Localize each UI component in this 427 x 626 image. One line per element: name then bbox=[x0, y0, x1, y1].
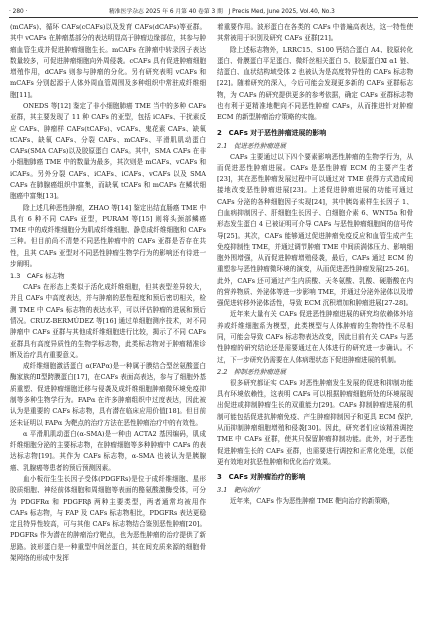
paragraph: CAFs 在形态上类似于活化成纤维细胞，但其表型差异较大，并且 CAFs 中高度表达，并与肿瘤的恶性程度和预后密切相关，检测 TME 中 CAFs 标志物的表达水平，可以评估肿瘤的进展和预后情况。CRUZ-BERMÚDEZ 等[16] 通过单细胞测序技术，对不同肿瘤中 CAFs 亚群与其他成纤维细胞进行比较，揭示了不同 CAFs 亚群具有高度异质性的生物学标志物，此类标志物对于肿瘤精准诊断及治疗具有重要意义。 bbox=[10, 283, 206, 359]
paragraph: 成纤维细胞激活蛋白 α(FAPα)是一种属于膜结合型丝氨酸蛋白酶家族的Ⅱ型跨膜蛋白[17]，在CAFs 表面高表达，参与了细胞外基质重塑、促进肿瘤细胞迁移与侵袭及成纤维细胞肿瘤微环境免疫抑制等多种生物学行为。FAPα 在许多肿瘤组织中过度表达，因此被认为是重要的 CAFs 标志物，具有潜在临床应用价值[18]。但目前还未证明以 FAPα 为靶点的治疗方法在恶性肿瘤治疗中的有效性。 bbox=[10, 362, 206, 427]
paragraph: 很多研究都证实 CAFs 对恶性肿瘤发生发展的促进和抑制功能具有环境依赖性，这表明 CAFs 可以根据肿瘤细胞所处的环境展现出促进或抑制肿瘤生长的双重能力[29]。CAFs 抑制肿瘤进展的机制可能包括促进抗肿瘤免疫、产生肿瘤抑制因子和更具 ECM 保护,从而抑制肿瘤细胞增殖和侵袭[30]。因此，研究者们应该精准调控 TME 中 CAFs 亚群，使其只保留肿瘤抑制功能。此外，对于恶性促进肿瘤生长的 CAFs 亚群，也需要进行调控和正常化处理，以便更有效地对抗恶性肿瘤和优化治疗效果。 bbox=[217, 378, 413, 466]
subsection-heading: 2.1 促进恶性肿瘤进展 bbox=[217, 141, 286, 150]
paragraph: 近年来大量有关 CAFs 促进恶性肿瘤进展的研究均依赖体外培养或纤维细胞系为模型，此类模型与人体肿瘤的生物特性不尽相同，可能会导致 CAFs 标志物表达改变，因此目前有关 CAFs 与恶性肿瘤的研究结论还是需要通过在人体进行的研究进一步确认。不过，下一步研究仍需要在人体病理状态下促进肿瘤进展的机制。 bbox=[217, 310, 413, 364]
section-heading: 2 CAFs 对于恶性肿瘤进展的影响 bbox=[217, 128, 327, 137]
section-heading: 3 CAFs 对肿瘤治疗的影响 bbox=[217, 473, 306, 482]
subsection-heading: 1.3 CAFs 标志物 bbox=[10, 272, 65, 281]
paragraph: 除上述标志物外，LRRC15、S100 钙结合蛋白 A4、胶原转化蛋白、骨膜蛋白平足蛋白、微纤丝相关蛋白 5、胶原蛋白Ⅺ α1 链、结蛋白、血状结构域受体 2 也被认为是高度特异性的 CAFs 标志物[22]。随着研究的深入，今后可能会发现更多新的 CAFs 亚群标志物，为 CAFs 的研究提供更多的参考依据，确定 CAFs 亚群标志物也有利于更精准地靶向不同恶性肿瘤 CAFs，从而推进针对肿瘤 ECM 的新型肿瘤治疗策略的实施。 bbox=[217, 45, 413, 122]
left-column bbox=[10, 22, 206, 564]
paragraph: 着重要作用。波形蛋白在各类的 CAFs 中普遍高表达，这一特性使其常被用于识别及研究 CAFs 亚群[21]。 bbox=[217, 23, 413, 43]
page-number: · 280 · bbox=[9, 9, 28, 15]
paragraph: (mCAFs)、循环 CAFs(cCAFs)以及发育 CAFs(dCAFs)等亚群。其中 vCAFs 在肿瘤基部分的表达明显高于肿瘤边缘部位，其参与肿瘤血管生成并促进肿瘤细胞生长。mCAFs 在肿瘤中转录因子表达数量较多，可促进肿瘤细胞向外周侵袭。cCAFs 具有促进肿瘤细胞增殖作用，dCAFs 则参与肿瘤的分化。另有研究表明 vCAFs 和 mCAFs 分别起源于人体外周血管周围及多种组织中常驻成纤维细胞[11]。 bbox=[10, 23, 206, 99]
journal-line: 精准医学杂志 2025 年 6 月第 40 卷第 3 期 J Precis Med, June 2025, Vol.40, No.3 bbox=[109, 9, 335, 15]
paragraph: α 平滑肌肌动蛋白(α-SMA)是一种由 ACTA2 基因编码，肌成纤维细胞分泌的主要标志物，在肿瘤细胞等多种肿瘤中 CAFs 的表达标志物[19]。其作为 CAFs 标志物，α-SMA 也被认为是胰腺癌、乳腺癌等患者的预后预测因素。 bbox=[10, 429, 206, 472]
right-column bbox=[217, 22, 413, 507]
subsection-heading: 3.1 靶向治疗 bbox=[217, 486, 260, 495]
running-header bbox=[9, 7, 418, 18]
paragraph: 近年来，CAFs 作为恶性肿瘤 TME 靶向治疗的新策略， bbox=[230, 497, 395, 506]
paragraph: ONEDS 等[12] 鉴定了非小细胞肺癌 TME 当中的多种 CAFs 亚群，其主要发现了 11 种 CAFs 的亚型，包括 iCAFs、干扰素反应 CAFs、肿瘤样 CAFs(tCAFs)、vCAFs、鬼花素 CAFs、缺氧 tCAFs、缺氧 CAFs、分裂 CAFs、mCAFs、平滑肌肌动蛋白 CAFs(SMA CAFs)以及胶原蛋白 CAFs。其中，SMA CAFs 在非小细胞肺癌 TME 中的数量为最多，其次则是 mCAFs、vCAFs 和 iCAFs。另外分裂 CAFs、iCAFs、iCAFs、vCAFs 以及 SMA CAFs 在肺腺癌组织中富集，而缺氧 tCAFs 和 mCAFs 在鳞状细胞癌中富集[13]。 bbox=[10, 101, 206, 201]
paragraph: 血小板衍生生长因子受体(PDGFRs)是位于成纤维细胞、星形胶质细胞、神经前体细胞和周细胞等表面的酪氨酸激酶受体，可分为 PDGFRα 和 PDGFRβ 两种主要类型，两者通常均被用作 CAFs 标志物，与 FAP 及 CAFs 标志物相比，PDGFRs 表达更稳定且特异性较高，可与其他 CAFs 标志物结合鉴别恶性肿瘤[20]。PDGFRs 作为潜在的肿瘤治疗靶点，也为恶性肿瘤的治疗提供了新思路。波形蛋白是一种重型中间丝蛋白，其在间充质来源的细胞骨架网络的形成中发挥 bbox=[10, 474, 206, 562]
paragraph: CAFs 主要通过以下四个要素影响恶性肿瘤的生物学行为，从而促进恶性肿瘤进展。CAFs 是恶性肿瘤 ECM 的主要产生者[23]，其在恶性肿瘤发展过程中可以通过对 TME 获得方式造成间接地改变恶性肿瘤进展[23]。上述促进肿瘤进展的功能可通过 CAFs 分泌的各种细胞因子实现[24]，其中胰岛素样生长因子 1、白血病抑制因子、肝细胞生长因子、白细胞介素 6、WNT5a 和骨形态发生蛋白 4 已被证明可介导 CAFs 与恶性肿瘤细胞间的信号传导[25]。其次，CAFs 能够通过促进肿瘤免疫反应和血管生成产生免疫抑制性 TME，并通过调节肿瘤 TME 中间质满体压力、影响细胞外围增强，从而促进肿瘤增殖侵袭，最后，CAFs 通过 ECM 的重塑参与恶性肿瘤微环境的演变，从而促进恶性肿瘤发展[25-26]。此外，CAFs 还可通过产生内质酸、天冬氨酸、乳酸、硬脂酸在内的营养物质、外泌体等进一步影响 TME，并通过分泌外泌体以及增强促进转移外泌体活性，导致 ECM 沉积增加和肿瘤进展[27-28]。 bbox=[217, 152, 413, 308]
paragraph: 除上述几种恶性肿瘤，ZHAO 等[14] 鉴定出结直肠癌 TME 中具有 6 种不同 CAFs 亚型，PURAM 等[15] 则将头颈部鳞癌 TME 中的成纤维细胞分为肌成纤维细胞、静息成纤维细胞和 CAFs 三种。但目前尚不清楚不同恶性肿瘤中的 CAFs 亚群是否存在共性，且其 CAFs 亚型对不同恶性肿瘤生物学行为的影响还有待进一步阐明。 bbox=[10, 203, 206, 268]
subsection-heading: 2.2 抑制恶性肿瘤进展 bbox=[217, 367, 286, 376]
